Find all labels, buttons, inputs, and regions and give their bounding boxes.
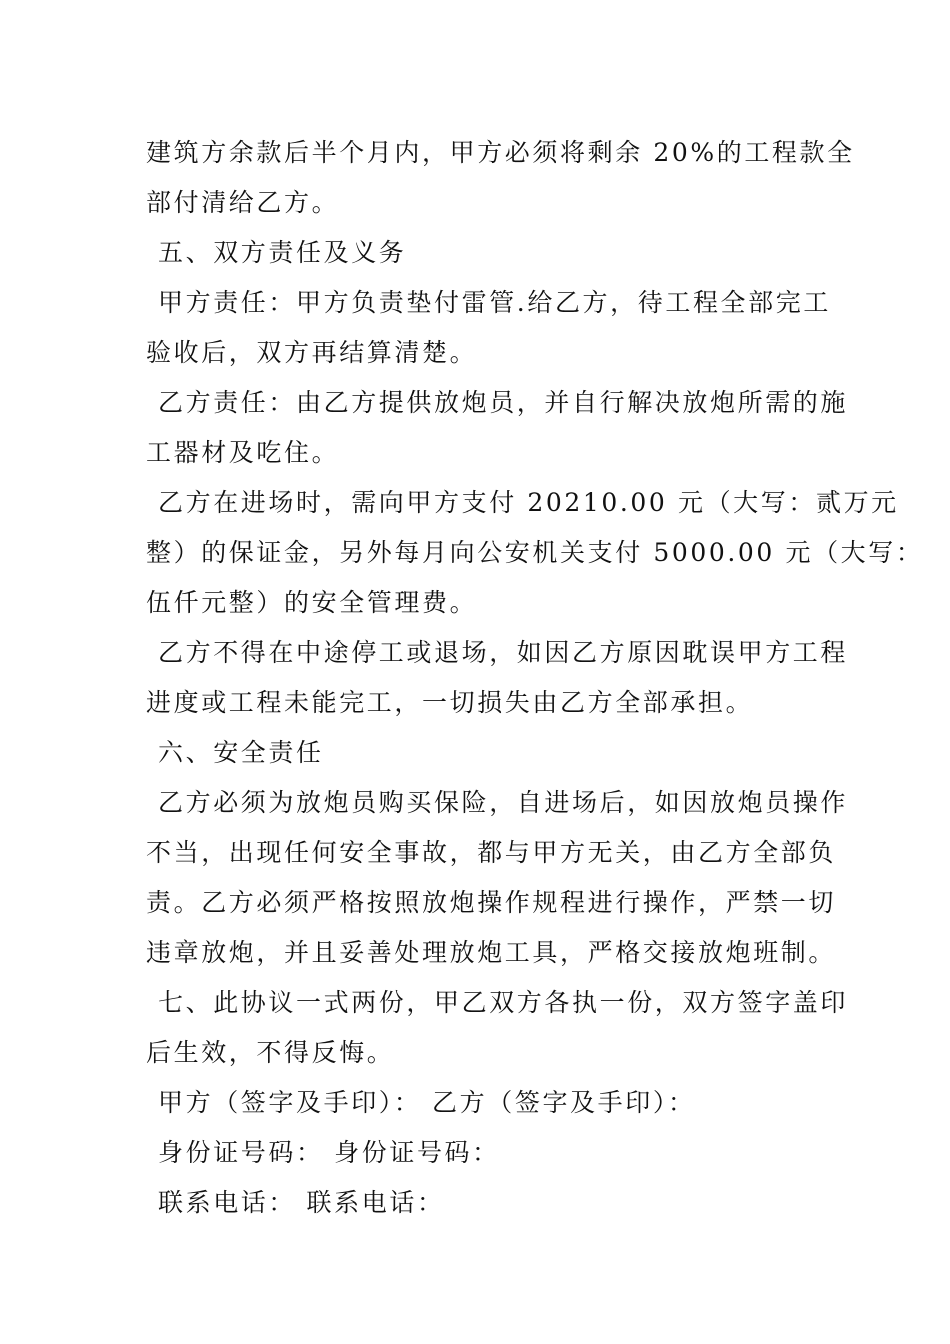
phone-line: 联系电话： 联系电话： xyxy=(158,1188,445,1217)
text-line: 伍仟元整）的安全管理费。 xyxy=(146,588,478,617)
text-line: 工器材及吃住。 xyxy=(146,438,340,467)
text-line: 整）的保证金，另外每月向公安机关支付 5000.00 元（大写： xyxy=(146,538,924,567)
text-line: 违章放炮，并且妥善处理放炮工具，严格交接放炮班制。 xyxy=(146,938,837,967)
id-number-line: 身份证号码： 身份证号码： xyxy=(158,1138,500,1167)
text-line: 甲方责任：甲方负责垫付雷管.给乙方，待工程全部完工 xyxy=(158,288,831,317)
section-heading-5: 五、双方责任及义务 xyxy=(158,238,407,267)
text-line: 乙方在进场时，需向甲方支付 20210.00 元（大写：贰万元 xyxy=(158,488,899,517)
signature-line: 甲方（签字及手印）： 乙方（签字及手印）： xyxy=(158,1088,696,1117)
text-line: 后生效，不得反悔。 xyxy=(146,1038,395,1067)
section-heading-7: 七、此协议一式两份，甲乙双方各执一份，双方签字盖印 xyxy=(158,988,849,1017)
text-line: 责。乙方必须严格按照放炮操作规程进行操作，严禁一切 xyxy=(146,888,837,917)
text-line: 验收后，双方再结算清楚。 xyxy=(146,338,478,367)
text-line: 建筑方余款后半个月内，甲方必须将剩余 20%的工程款全 xyxy=(146,138,855,167)
section-heading-6: 六、安全责任 xyxy=(158,738,324,767)
text-line: 乙方责任：由乙方提供放炮员，并自行解决放炮所需的施 xyxy=(158,388,849,417)
text-line: 乙方必须为放炮员购买保险，自进场后，如因放炮员操作 xyxy=(158,788,849,817)
text-line: 进度或工程未能完工，一切损失由乙方全部承担。 xyxy=(146,688,754,717)
text-line: 不当，出现任何安全事故，都与甲方无关，由乙方全部负 xyxy=(146,838,837,867)
text-line: 部付清给乙方。 xyxy=(146,188,340,217)
text-line: 乙方不得在中途停工或退场，如因乙方原因耽误甲方工程 xyxy=(158,638,849,667)
